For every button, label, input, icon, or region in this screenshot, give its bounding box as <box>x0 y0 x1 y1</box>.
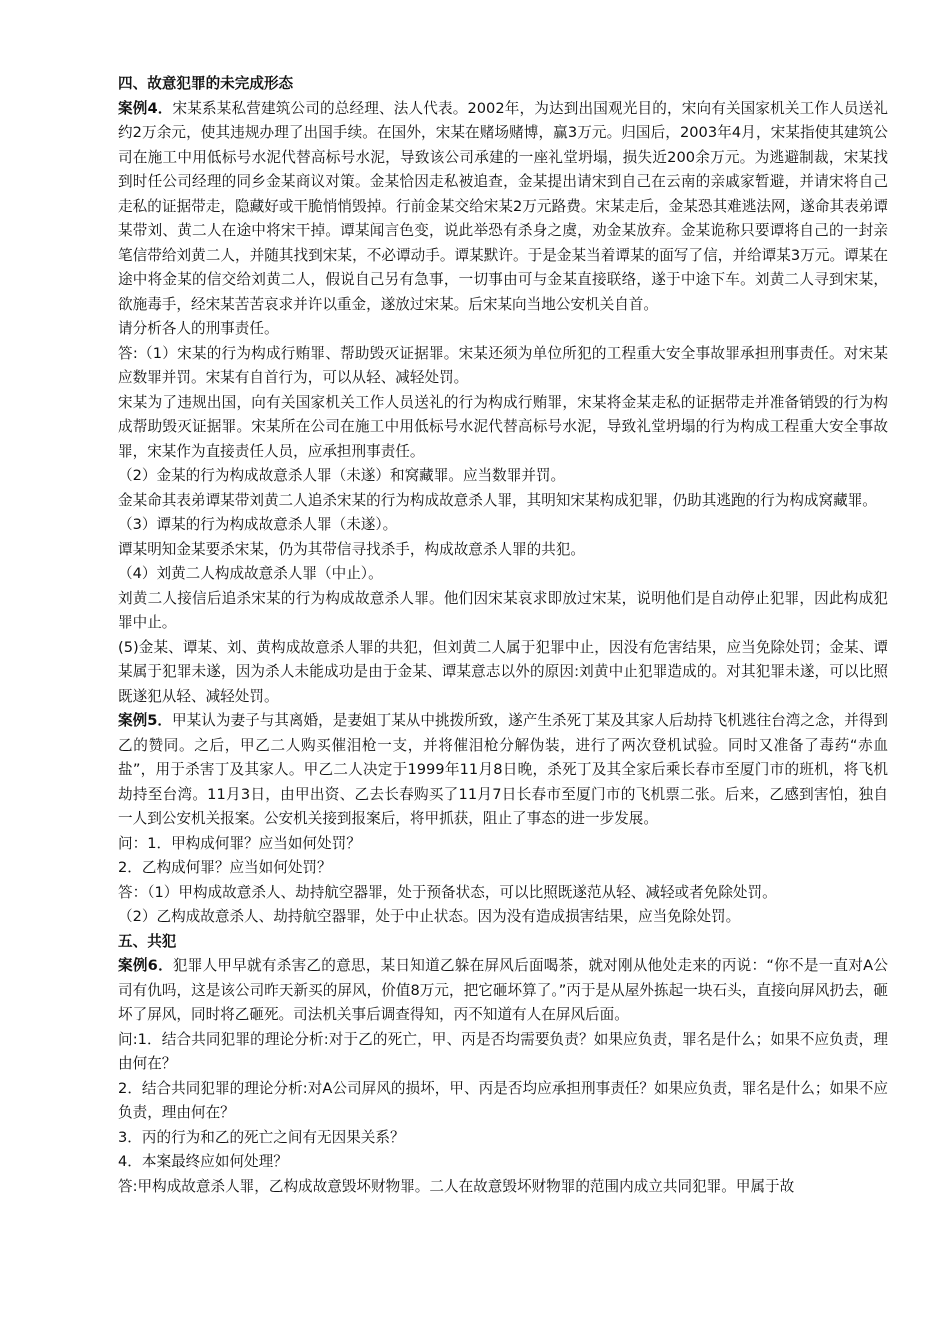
question-paragraph: 请分析各人的刑事责任。 <box>118 320 279 337</box>
case-label: 案例5． <box>118 712 173 729</box>
case-4-paragraph <box>118 97 888 318</box>
case-text: 甲某认为妻子与其离婚，是妻姐丁某从中挑拨所致，遂产生杀死丁某及其家人后劫持飞机逃往台湾之念，并得到乙的赞同。之后，甲乙二人购买催泪枪一支，并将催泪枪分解伪装，进行了两次登机试验。同时又准备了毒药“赤血盐”，用于杀害丁及其家人。甲乙二人决定于1999年11月8日晚，杀死丁及其全家后乘长春市至厦门市的班机，将飞机劫持至台湾。11月3日，由甲出资、乙去长春购买了11月7日长春市至厦门市的飞机票二张。后来，乙感到害怕，独自一人到公安机关报案。公安机关接到报案后，将甲抓获，阻止了事态的进一步发展。 <box>118 712 888 827</box>
question-paragraph: 2．乙构成何罪？应当如何处罚？ <box>118 859 332 876</box>
question-paragraph: 问：1．甲构成何罪？应当如何处罚？ <box>118 834 361 852</box>
answer-paragraph: （4）刘黄二人构成故意杀人罪（中止）。 <box>118 565 383 582</box>
case-6-paragraph <box>118 954 888 1028</box>
case-label: 案例6． <box>118 957 173 974</box>
answer-paragraph: (5)金某、谭某、刘、黄构成故意杀人罪的共犯，但刘黄二人属于犯罪中止，因没有危害结果，应当免除处罚；金某、谭某属于犯罪未遂，因为杀人未能成功是由于金某、谭某意志以外的原因:刘黄中止犯罪造成的。对其犯罪未遂，可以比照既遂犯从轻、减轻处罚。 <box>118 638 888 705</box>
answer-paragraph: 答:（1）宋某的行为构成行贿罪、帮助毁灭证据罪。宋某还须为单位所犯的工程重大安全事故罪承担刑事责任。对宋某应数罪并罚。宋某有自首行为，可以从轻、减轻处罚。 <box>118 344 888 386</box>
question-paragraph: 4．本案最终应如何处理？ <box>118 1153 288 1170</box>
case-5-paragraph <box>118 709 888 832</box>
question-paragraph: 问:1．结合共同犯罪的理论分析:对于乙的死亡，甲、丙是否均需要负责？如果应负责，罪名是什么；如果不应负责，理由何在？ <box>118 1030 888 1072</box>
case-label: 案例4． <box>118 99 173 117</box>
answer-paragraph: 刘黄二人接信后追杀宋某的行为构成故意杀人罪。他们因宋某哀求即放过宋某，说明他们是自动停止犯罪，因此构成犯罪中止。 <box>118 589 888 631</box>
answer-paragraph: （2）金某的行为构成故意杀人罪（未遂）和窝藏罪。应当数罪并罚。 <box>118 467 566 484</box>
answer-paragraph: 答：（1）甲构成故意杀人、劫持航空器罪，处于预备状态，可以比照既遂范从轻、减轻或者免除处罚。 <box>118 883 777 901</box>
case-text: 宋某系某私营建筑公司的总经理、法人代表。2002年，为达到出国观光目的，宋向有关国家机关工作人员送礼约2万余元，使其违规办理了出国手续。在国外，宋某在赌场赌博，赢3万元。归国后，2003年4月，宋某指使其建筑公司在施工中用低标号水泥代替高标号水泥，导致该公司承建的一座礼堂坍塌，损失近200余万元。为逃避制裁，宋某找到时任公司经理的同乡金某商议对策。金某恰因走私被追查，金某提出请宋到自己在云南的亲戚家暂避，并请宋将自己走私的证据带走，隐藏好或干脆悄悄毁掉。行前金某交给宋某2万元路费。宋某走后，金某恐其难逃法网，遂命其表弟谭某带刘、黄二人在途中将宋干掉。谭某闻言色变，说此举恐有杀身之虞，劝金某放弃。金某诡称只要谭将自己的一封亲笔信带给刘黄二人，并随其找到宋某，不必谭动手。谭某默许。于是金某当着谭某的面写了信，并给谭某3万元。谭某在途中将金某的信交给刘黄二人，假说自己另有急事，一切事由可与金某直接联络，遂于中途下车。刘黄二人寻到宋某，欲施毒手，经宋某苦苦哀求并许以重金，遂放过宋某。后宋某向当地公安机关自首。 <box>118 99 888 313</box>
answer-paragraph: （3）谭某的行为构成故意杀人罪（未遂）。 <box>118 516 398 533</box>
case-text: 犯罪人甲早就有杀害乙的意思，某日知道乙躲在屏风后面喝茶，就对刚从他处走来的丙说：“你不是一直对A公司有仇吗，这是该公司昨天新买的屏风，价值8万元，把它砸坏算了。”丙于是从屋外拣起一块石头，直接向屏风扔去，砸坏了屏风，同时将乙砸死。司法机关事后调查得知，丙不知道有人在屏风后面。 <box>118 957 888 1023</box>
answer-paragraph: 金某命其表弟谭某带刘黄二人追杀宋某的行为构成故意杀人罪，其明知宋某构成犯罪，仍助其逃跑的行为构成窝藏罪。 <box>118 491 877 509</box>
question-paragraph: 2．结合共同犯罪的理论分析:对A公司屏风的损坏，甲、丙是否均应承担刑事责任？如果应负责，罪名是什么；如果不应负责，理由何在？ <box>118 1079 888 1121</box>
section-heading-4: 四、故意犯罪的未完成形态 <box>118 75 294 92</box>
answer-paragraph: 谭某明知金某要杀宋某，仍为其带信寻找杀手，构成故意杀人罪的共犯。 <box>118 540 586 558</box>
answer-paragraph: 答:甲构成故意杀人罪，乙构成故意毁坏财物罪。二人在故意毁坏财物罪的范围内成立共同犯罪。甲属于故 <box>118 1177 795 1195</box>
section-heading-5: 五、共犯 <box>118 932 177 950</box>
document-page <box>118 72 888 1199</box>
answer-paragraph: （2）乙构成故意杀人、劫持航空器罪，处于中止状态。因为没有造成损害结果，应当免除处罚。 <box>118 908 741 925</box>
question-paragraph: 3．丙的行为和乙的死亡之间有无因果关系？ <box>118 1128 405 1146</box>
answer-paragraph: 宋某为了违规出国，向有关国家机关工作人员送礼的行为构成行贿罪，宋某将金某走私的证据带走并准备销毁的行为构成帮助毁灭证据罪。宋某所在公司在施工中用低标号水泥代替高标号水泥，导致礼堂坍塌的行为构成工程重大安全事故罪，宋某作为直接责任人员，应承担刑事责任。 <box>118 393 888 460</box>
